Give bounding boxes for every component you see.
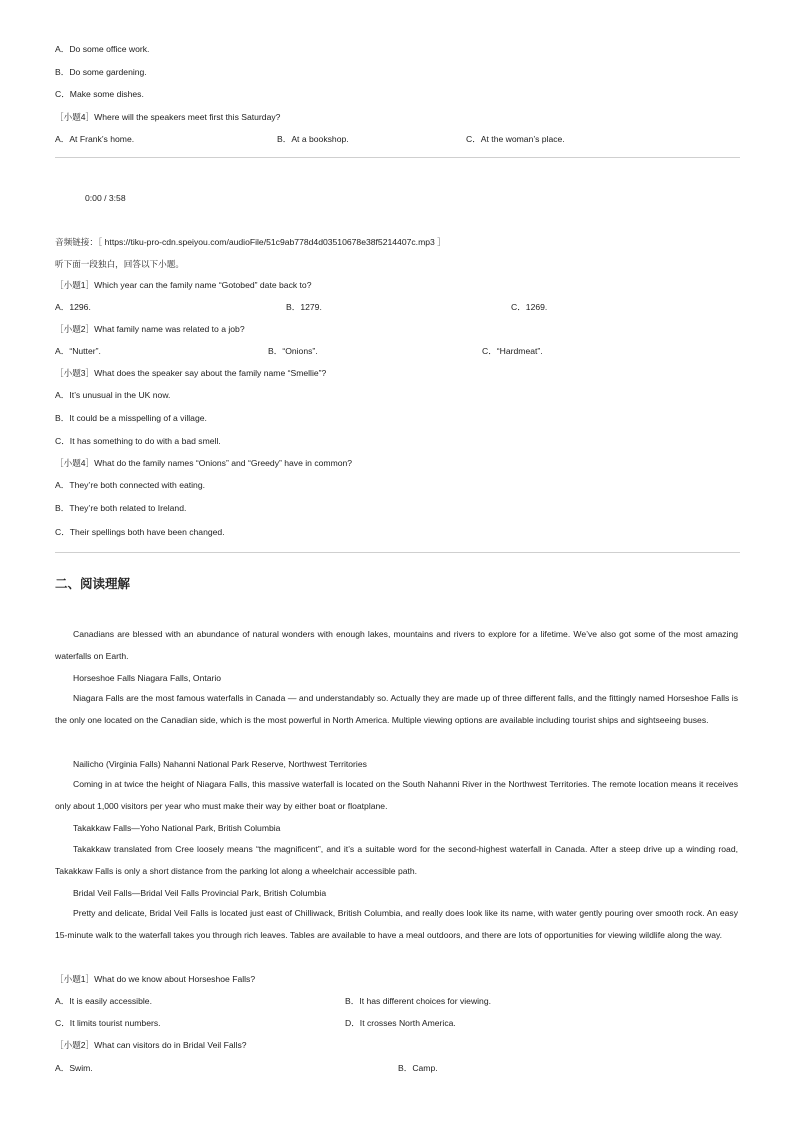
section-title: 二、阅读理解 — [55, 577, 131, 591]
question-stem: ［小题2］What family name was related to a job? — [55, 324, 245, 334]
passage-paragraph: Pretty and delicate, Bridal Veil Falls is located just east of Chilliwack, British Columbia, and really does look like its name, with water gently pouring over smooth rock. An easy 15-minute walk to the waterfall takes you through rich leaves. Tables are available to have a meal outdoors, and there are lots of opportunities for viewing wildlife along the way. — [55, 908, 738, 940]
question-stem: ［小题4］Where will the speakers meet first this Saturday? — [55, 112, 281, 122]
option-a: A．“Nutter”. — [55, 346, 101, 356]
option-c: C．Their spellings both have been changed. — [55, 527, 225, 537]
q1-option-b: B．Do some gardening. — [55, 67, 147, 77]
option-d: D．It crosses North America. — [345, 1018, 456, 1028]
option-c: C．“Hardmeat”. — [482, 346, 543, 356]
question-stem: ［小题3］What does the speaker say about the family name “Smellie”? — [55, 368, 327, 378]
passage-paragraph: Coming in at twice the height of Niagara Falls, this massive waterfall is located on the South Nahanni River in the Northwest Territories. The remote location means it receives only about 1,000 visitors per year who must make their way by either boat or floatplane. — [55, 779, 738, 811]
option-a: A．1296. — [55, 302, 91, 312]
audio-link[interactable]: 音频链接：［ https://tiku-pro-cdn.speiyou.com/audioFile/51c9ab778d4d03510678e38f5214407c.mp3 ］ — [55, 237, 446, 247]
option-c: C．It has something to do with a bad smell. — [55, 436, 221, 446]
audio-time[interactable]: 0:00 / 3:58 — [85, 193, 126, 203]
question-stem: ［小题1］What do we know about Horseshoe Falls? — [55, 974, 256, 984]
instruction: 听下面一段独白，回答以下小题。 — [55, 259, 184, 269]
passage-intro: Canadians are blessed with an abundance of natural wonders with enough lakes, mountains and rivers to explore for a lifetime. We’ve also got some of the most amazing waterfalls on Earth. — [55, 629, 738, 661]
divider — [55, 552, 740, 553]
q1-option-a: A．Do some office work. — [55, 44, 150, 54]
option-b: B．It has different choices for viewing. — [345, 996, 492, 1006]
option-c: C．It limits tourist numbers. — [55, 1018, 161, 1028]
option-b: B．1279. — [286, 302, 322, 312]
passage-heading: Bridal Veil Falls—Bridal Veil Falls Provincial Park, British Columbia — [73, 888, 327, 898]
divider — [55, 157, 740, 158]
option-a: A．It is easily accessible. — [55, 996, 152, 1006]
option-a: A．At Frank’s home. — [55, 134, 135, 144]
option-a: A．Swim. — [55, 1063, 93, 1073]
option-a: A．They’re both connected with eating. — [55, 480, 206, 490]
option-b: B．Camp. — [398, 1063, 438, 1073]
passage-paragraph: Niagara Falls are the most famous waterfalls in Canada — and understandably so. Actually they are made up of three different falls, and the fittingly named Horseshoe Falls is the only one located on the Canadian side, which is the most powerful in North America. Multiple viewing options are available including tourist ships and sightseeing buses. — [55, 693, 738, 725]
passage-heading: Horseshoe Falls Niagara Falls, Ontario — [73, 673, 222, 683]
option-b: B．“Onions”. — [268, 346, 318, 356]
question-stem: ［小题1］Which year can the family name “Gotobed” date back to? — [55, 280, 312, 290]
passage-paragraph: Takakkaw translated from Cree loosely means “the magnificent”, and it’s a suitable word for the second-highest waterfall in Canada. After a steep drive up a winding road, Takakkaw Falls is only a short distance from the parking lot along a wheelchair accessible path. — [55, 844, 738, 876]
passage-heading: Takakkaw Falls—Yoho National Park, British Columbia — [73, 823, 281, 833]
question-stem: ［小题4］What do the family names “Onions” and “Greedy” have in common? — [55, 458, 353, 468]
question-stem: ［小题2］What can visitors do in Bridal Veil Falls? — [55, 1040, 247, 1050]
option-c: C．1269. — [511, 302, 548, 312]
option-c: C．At the woman’s place. — [466, 134, 565, 144]
option-b: B．It could be a misspelling of a village. — [55, 413, 207, 423]
q1-option-c: C．Make some dishes. — [55, 89, 144, 99]
option-a: A．It’s unusual in the UK now. — [55, 390, 171, 400]
passage-heading: Nailicho (Virginia Falls) Nahanni National Park Reserve, Northwest Territories — [73, 759, 367, 769]
option-b: B．They’re both related to Ireland. — [55, 503, 187, 513]
option-b: B．At a bookshop. — [277, 134, 349, 144]
